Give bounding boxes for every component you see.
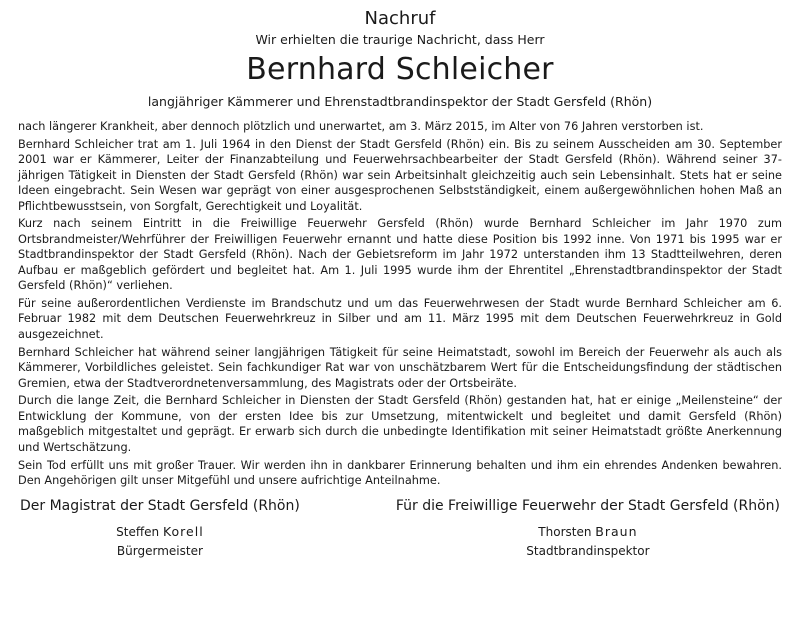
signature-organization: Der Magistrat der Stadt Gersfeld (Rhön) xyxy=(20,498,300,515)
signatory-name xyxy=(20,524,300,540)
paragraph-career: Bernhard Schleicher trat am 1. Juli 1964 in den Dienst der Stadt Gersfeld (Rhön) ein. Bis zu seinem Ausscheiden am 30. September 2001 war er Kämmerer, Leiter der Finanzabteilung und Feuerwehrsachbearbeiter der Stadt Gersfeld (Rhön). Während seiner 37-jährigen Tätigkeit in Diensten der Stadt Gersfeld (Rhön) war sein Arbeitsinhalt gleichzeitig auch sein Lebensinhalt. Stets hat er seine Ideen eingebracht. Sein Wesen war geprägt von einer ausgesprochenen Selbstständigkeit, einem außergewöhnlichen hohen Maß an Pflichtbewusstsein, von Sorgfalt, Gerechtigkeit und Loyalität. xyxy=(18,137,782,213)
paragraph-awards: Für seine außerordentlichen Verdienste im Brandschutz und um das Feuerwehrwesen der Stadt wurde Bernhard Schleicher am 6. Februar 1982 mit dem Deutschen Feuerwehrkreuz in Silber und am 11. März 1995 mit dem Deutschen Feuerwehrkreuz in Gold ausgezeichnet. xyxy=(18,296,782,341)
signature-magistrate xyxy=(20,497,300,559)
deceased-role: langjähriger Kämmerer und Ehrenstadtbrandinspektor der Stadt Gersfeld (Rhön) xyxy=(147,94,653,109)
paragraph-death-notice: nach längerer Krankheit, aber dennoch plötzlich und unerwartet, am 3. März 2015, im Alter von 76 Jahren verstorben ist. xyxy=(18,120,704,133)
intro-line: Wir erhielten die traurige Nachricht, dass Herr xyxy=(255,32,545,47)
signatory-title: Bürgermeister xyxy=(116,544,203,559)
signature-organization: Für die Freiwillige Feuerwehr der Stadt Gersfeld (Rhön) xyxy=(395,498,780,515)
paragraph-condolences: Sein Tod erfüllt uns mit großer Trauer. Wir werden ihn in dankbarer Erinnerung behalten und ihm ein ehrendes Andenken bewahren. Den Angehörigen gilt unser Mitgefühl und unsere aufrichtige Anteilnahme. xyxy=(18,458,782,487)
signatory-surname: Braun xyxy=(595,524,638,540)
paragraph-achievements: Bernhard Schleicher hat während seiner langjährigen Tätigkeit für seine Heimatstadt, sowohl im Bereich der Feuerwehr als auch als Kämmerer, Vorbildliches geleistet. Sein fachkundiger Rat war von unschätzbarem Wert für die Entscheidungsfindung der städtischen Gremien, etwa der Stadtverordnetenversammlung, des Magistrats oder der Ortsbeiräte. xyxy=(18,345,782,390)
paragraph-milestones: Durch die lange Zeit, die Bernhard Schleicher in Diensten der Stadt Gersfeld (Rhön) gestanden hat, hat er einige „Meilensteine“ der Entwicklung der Kommune, von der ersten Idee bis zur Umsetzung, mitentwickelt und begleitet und damit Gersfeld (Rhön) maßgeblich mitgestaltet und geprägt. Er erwarb sich durch die unbedingte Identifikation mit seiner Heimatstadt größte Anerkennung und Wertschätzung. xyxy=(18,394,782,454)
notice-heading: Nachruf xyxy=(364,8,436,29)
signature-fire-brigade xyxy=(396,497,780,559)
signatory-name xyxy=(396,524,780,540)
signature-row xyxy=(18,497,782,559)
signatory-first-name: Thorsten xyxy=(538,525,592,540)
deceased-name: Bernhard Schleicher xyxy=(246,52,554,87)
signatory-title: Stadtbrandinspektor xyxy=(526,544,650,559)
signatory-first-name: Steffen xyxy=(116,525,160,540)
paragraph-fire-brigade: Kurz nach seinem Eintritt in die Freiwillige Feuerwehr Gersfeld (Rhön) wurde Bernhard Schleicher im Jahr 1970 zum Ortsbrandmeister/Wehrführer der Freiwilligen Feuerwehr ernannt und hatte diese Position bis 1992 inne. Von 1971 bis 1995 war er Stadtbrandinspektor der Stadt Gersfeld (Rhön). Nach der Gebietsreform im Jahr 1972 unterstanden ihm 13 Stadtteilwehren, deren Aufbau er maßgeblich gefördert und begleitet hat. Am 1. Juli 1995 wurde ihm der Ehrentitel „Ehrenstadtbrandinspektor der Stadt Gersfeld (Rhön)“ verliehen. xyxy=(18,217,782,293)
signatory-surname: Korell xyxy=(162,524,204,540)
notice-body xyxy=(18,119,782,488)
